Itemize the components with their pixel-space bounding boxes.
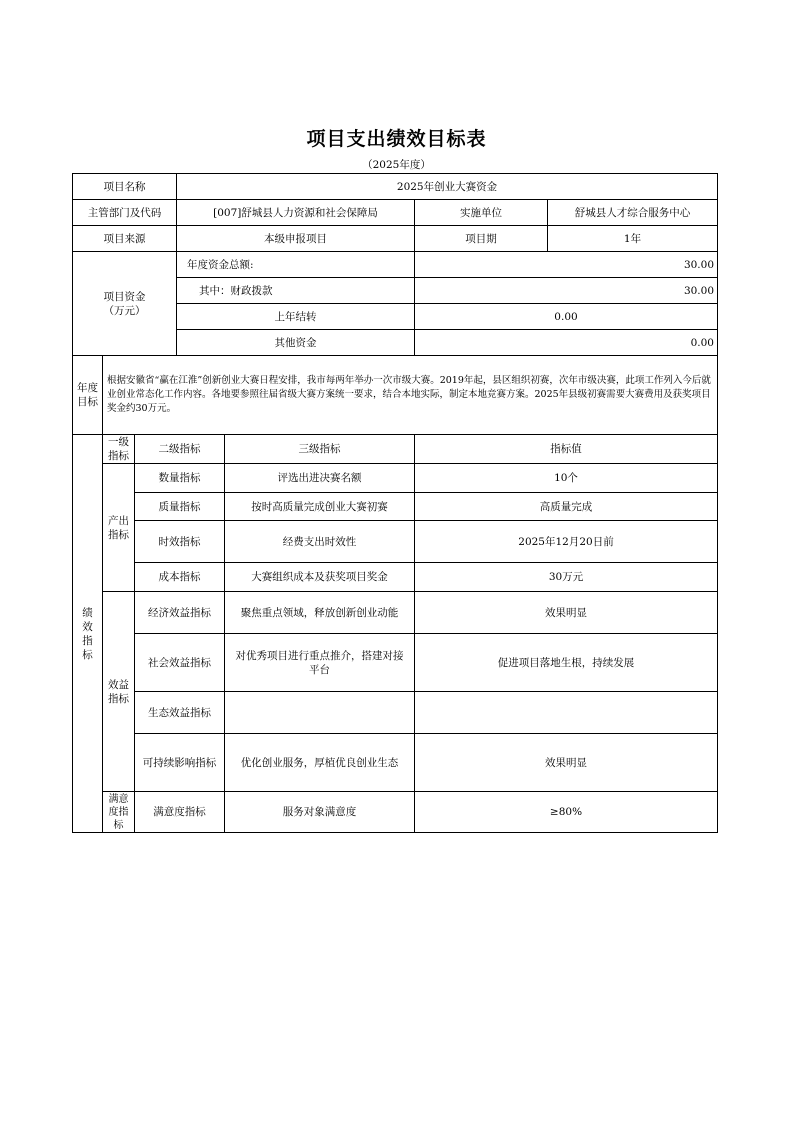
goal-table [72,355,718,435]
table-row [73,634,718,692]
indicator-l3: 经费支出时效性 [225,521,415,563]
funds-fiscal-value: 30.00 [415,278,718,304]
indicator-l2: 社会效益指标 [135,634,225,692]
source-value: 本级申报项目 [177,226,415,252]
project-name-value: 2025年创业大赛资金 [177,174,718,200]
table-row [73,493,718,521]
indicator-value: 效果明显 [415,734,718,792]
satisfaction-label: 满意 度指 标 [103,792,135,833]
source-label: 项目来源 [73,226,177,252]
indicator-l3: 聚焦重点领域，释放创新创业动能 [225,592,415,634]
indicator-l2: 数量指标 [135,464,225,493]
unit-label: 实施单位 [415,200,548,226]
indicator-l3: 对优秀项目进行重点推介，搭建对接 平台 [225,634,415,692]
performance-label: 绩 效 指 标 [73,435,103,833]
indicator-value: 促进项目落地生根，持续发展 [415,634,718,692]
table-row [73,563,718,592]
dept-label: 主管部门及代码 [73,200,177,226]
output-label: 产出 指标 [103,464,135,592]
table-row [73,464,718,493]
period-value: 1年 [548,226,718,252]
page-title: 项目支出绩效目标表 [306,128,487,150]
indicator-value: 高质量完成 [415,493,718,521]
funds-table [72,251,718,356]
indicator-l2: 质量指标 [135,493,225,521]
header-level2: 二级指标 [135,435,225,464]
benefit-label: 效益 指标 [103,592,135,792]
performance-table [72,434,718,833]
indicator-l2: 时效指标 [135,521,225,563]
indicator-l3: 大赛组织成本及获奖项目奖金 [225,563,415,592]
indicator-value: 效果明显 [415,592,718,634]
indicator-l3: 服务对象满意度 [225,792,415,833]
funds-total-value: 30.00 [415,252,718,278]
indicator-l2: 生态效益指标 [135,692,225,734]
indicator-value: ≥80% [415,792,718,833]
indicator-value [415,692,718,734]
funds-carryover-value: 0.00 [415,304,718,330]
indicator-value: 30万元 [415,563,718,592]
basic-info-table [72,173,718,252]
indicator-l3: 按时高质量完成创业大赛初赛 [225,493,415,521]
indicator-l3: 评选出进决赛名额 [225,464,415,493]
dept-value: [007]舒城县人力资源和社会保障局 [177,200,415,226]
funds-carryover-label: 上年结转 [177,304,415,330]
funds-total-label: 年度资金总额: [177,252,415,278]
indicator-value: 10个 [415,464,718,493]
funds-label: 项目资金 （万元） [73,252,177,356]
indicator-l3: 优化创业服务，厚植优良创业生态 [225,734,415,792]
table-row [73,792,718,833]
header-level1: 一级 指标 [103,435,135,464]
indicator-value: 2025年12月20日前 [415,521,718,563]
funds-other-label: 其他资金 [177,330,415,356]
indicator-l2: 可持续影响指标 [135,734,225,792]
table-row [73,692,718,734]
project-name-label: 项目名称 [73,174,177,200]
indicator-l2: 经济效益指标 [135,592,225,634]
goal-label: 年度 目标 [73,356,103,435]
header-level3: 三级指标 [225,435,415,464]
indicator-l3 [225,692,415,734]
table-row [73,734,718,792]
period-label: 项目期 [415,226,548,252]
funds-fiscal-label: 其中：财政拨款 [177,278,415,304]
goal-text: 根据安徽省“赢在江淮”创新创业大赛日程安排，我市每两年举办一次市级大赛。2019年起，县区组织初赛，次年市级决赛，此项工作列入今后就业创业常态化工作内容。各地要参照往届省级大赛方案统一要求，结合本地实际，制定本地竞赛方案。2025年县级初赛需要大赛费用及获奖项目奖金约30万元。 [103,356,718,435]
header-value: 指标值 [415,435,718,464]
indicator-l2: 满意度指标 [135,792,225,833]
table-row [73,592,718,634]
funds-other-value: 0.00 [415,330,718,356]
unit-value: 舒城县人才综合服务中心 [548,200,718,226]
year-label: （2025年度） [362,159,431,171]
table-row [73,521,718,563]
indicator-l2: 成本指标 [135,563,225,592]
